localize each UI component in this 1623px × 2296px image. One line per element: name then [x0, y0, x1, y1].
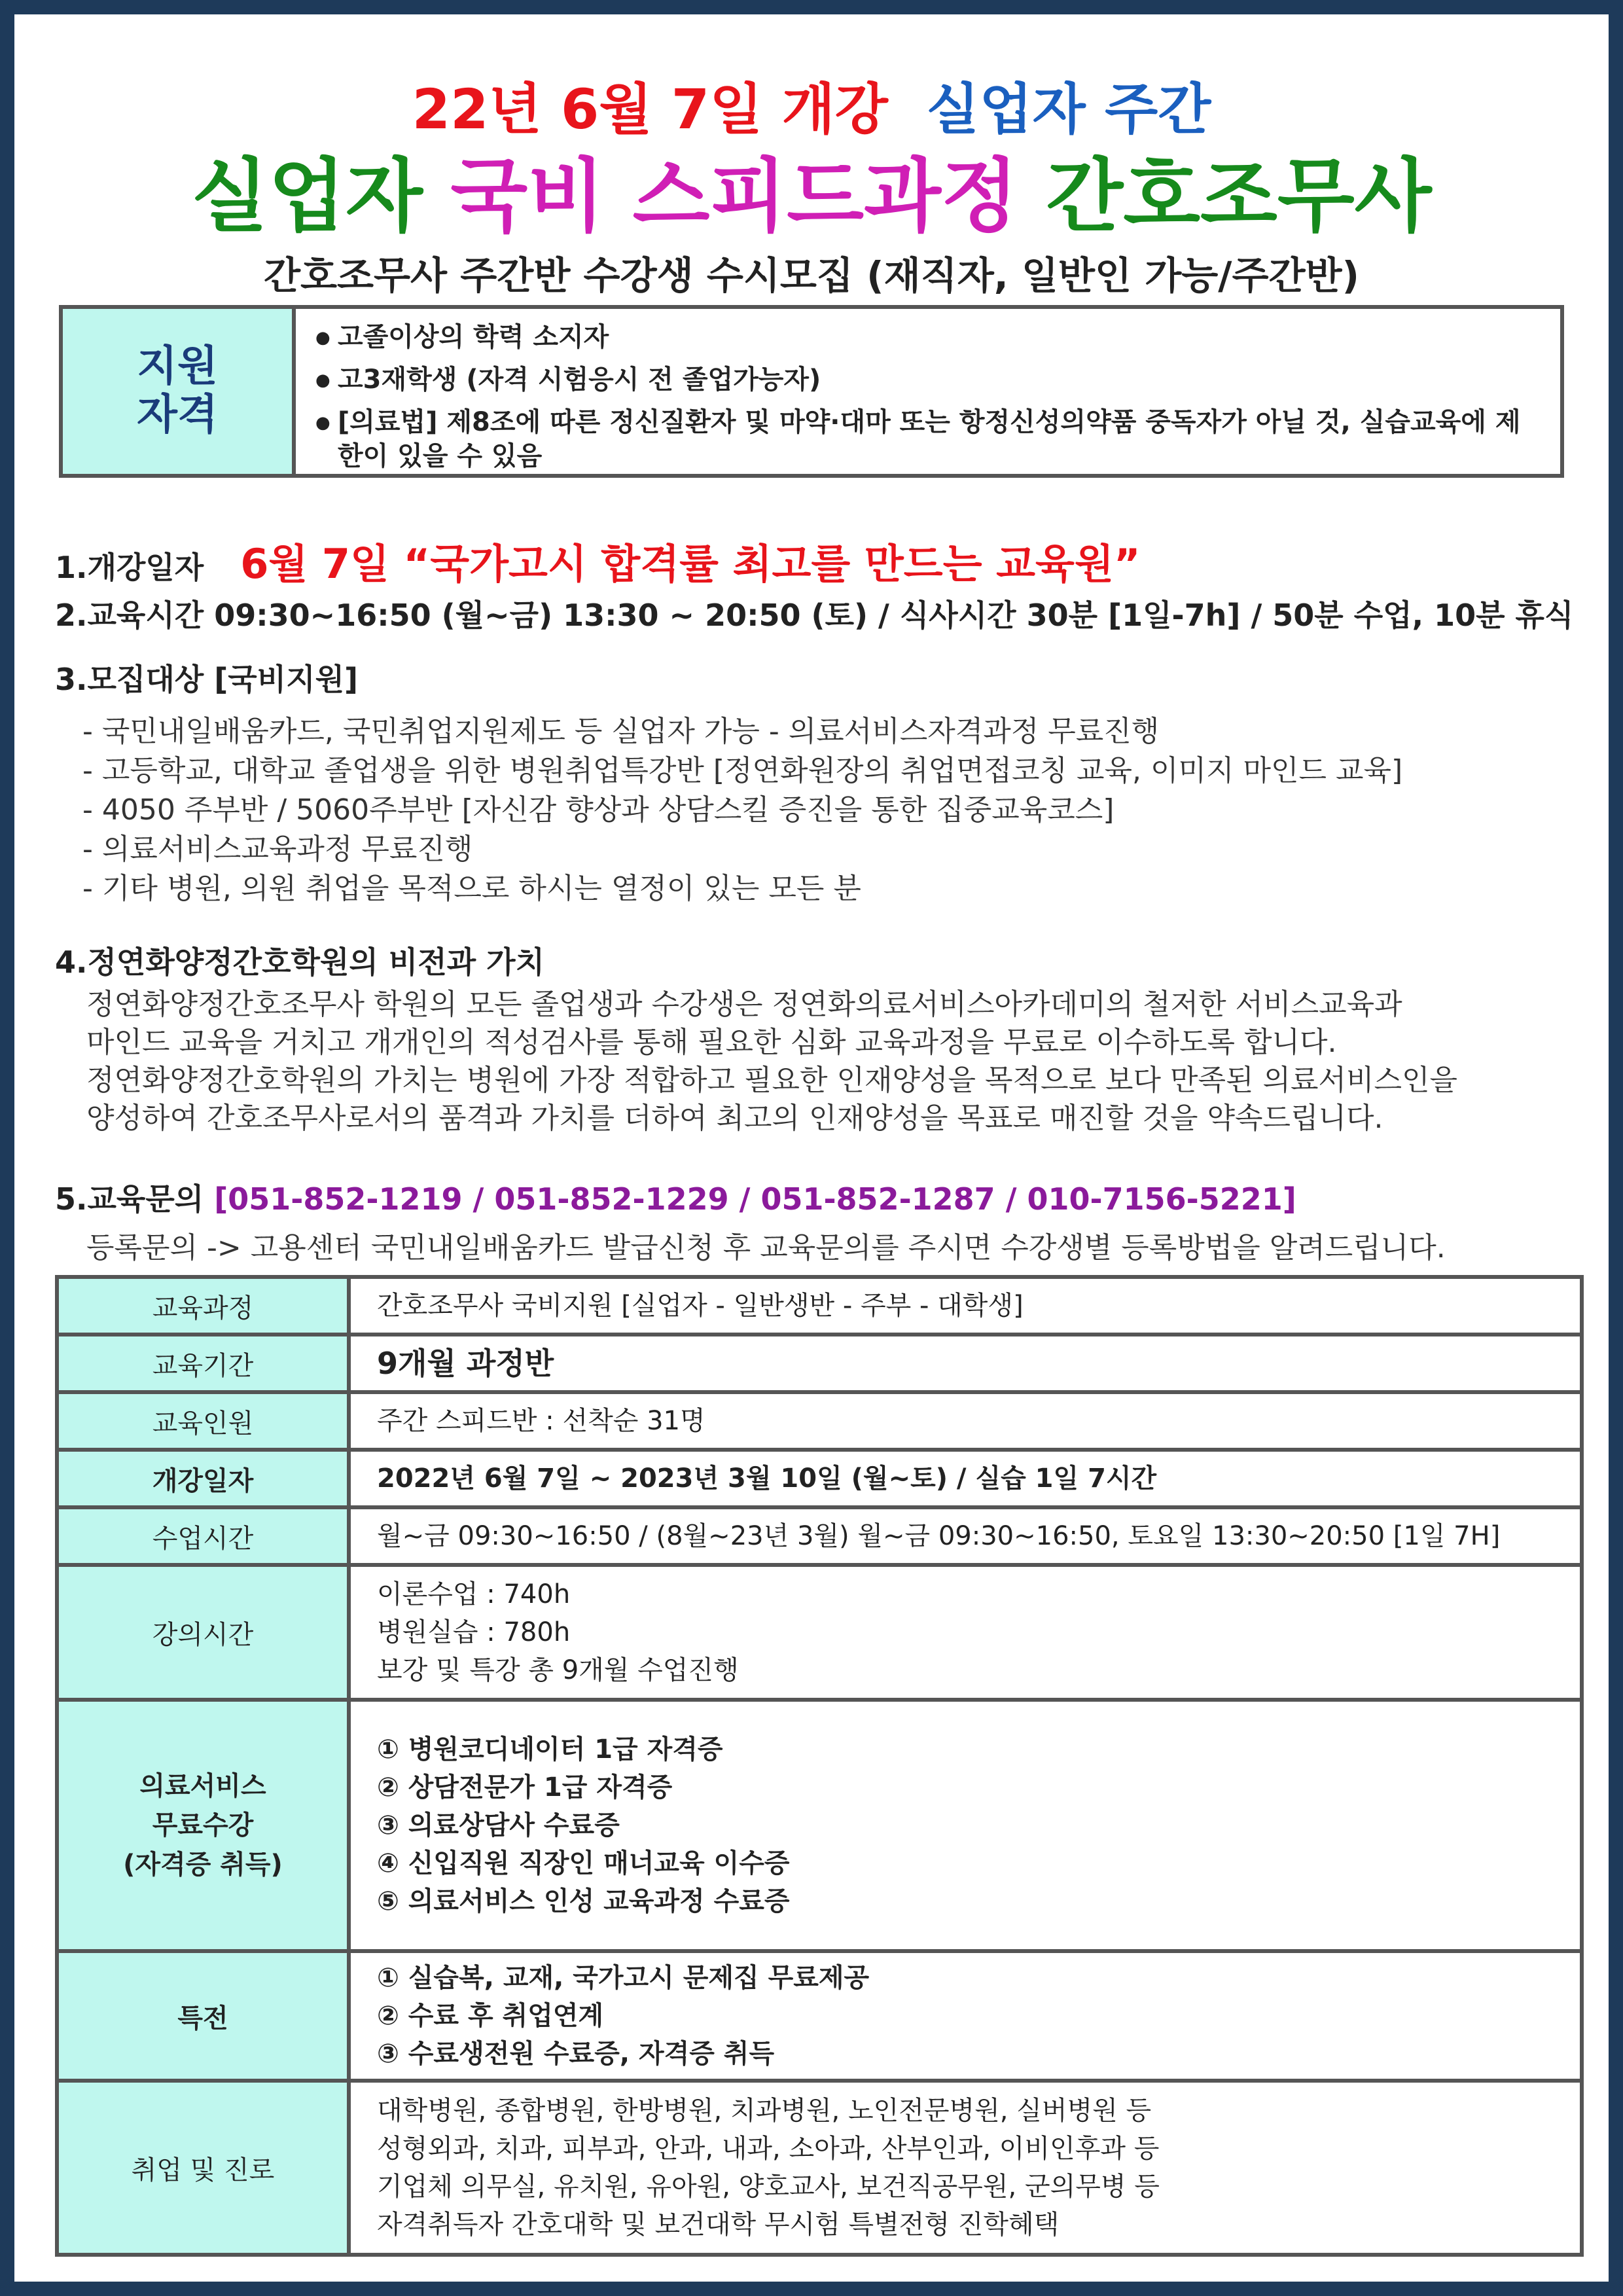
class-time-value: 월~금 09:30~16:50 / (8월~23년 3월) 월~금 09:30~16:50, 토요일 13:30~20:50 [1일 7H] — [349, 1507, 1582, 1565]
section-vision: 4.정연화양정간호학원의 비전과 가치 — [55, 944, 545, 980]
open-date-header: 개강일자 — [57, 1450, 349, 1507]
lecture-hours-value: 이론수업 : 740h 병원실습 : 780h 보강 및 특강 총 9개월 수업진행 — [349, 1565, 1582, 1700]
table-row — [57, 1277, 1582, 1335]
class-time-header: 수업시간 — [57, 1507, 349, 1565]
period-header: 교육기간 — [57, 1335, 349, 1392]
people-header: 교육인원 — [57, 1392, 349, 1450]
eligibility-heading: 지원 자격 — [63, 309, 296, 474]
medical-service-value: ① 병원코디네이터 1급 자격증 ② 상담전문가 1급 자격증 ③ 의료상담사 수료증 ④ 신입직원 직장인 매너교육 이수증 ⑤ 의료서비스 인성 교육과정 수료증 — [349, 1700, 1582, 1951]
section-opening-date: 1.개강일자 6월 7일 “국가고시 합격률 최고를 만드는 교육원” — [55, 540, 1141, 588]
table-row — [57, 1507, 1582, 1565]
table-row — [57, 1450, 1582, 1507]
list-item: - 기타 병원, 의원 취업을 목적으로 하시는 열정이 있는 모든 분 — [82, 872, 861, 905]
table-row — [57, 1392, 1582, 1450]
section-hours: 2.교육시간 09:30~16:50 (월~금) 13:30 ~ 20:50 (토) / 식사시간 30분 [1일-7h] / 50분 수업, 10분 휴식 — [55, 598, 1574, 633]
benefit-value: ① 실습복, 교재, 국가고시 문제집 무료제공 ② 수료 후 취업연계 ③ 수료생전원 수료증, 자격증 취득 — [349, 1951, 1582, 2081]
table-row — [57, 1335, 1582, 1392]
eligibility-list — [296, 309, 1560, 474]
table-row — [57, 2081, 1582, 2255]
vision-text: 정연화양정간호조무사 학원의 모든 졸업생과 수강생은 정연화의료서비스아카데미의 철저한 서비스교육과 마인드 교육을 거치고 개개인의 적성검사를 통해 필요한 심화 교육과정을 무료로 이수하도록 합니다. 정연화양정간호학원의 가치는 병원에 가장 적합하고 필요한 인재양성을 목적으로 보다 만족된 의료서비스인을 양성하여 간호조무사로서의 품격과 가치를 더하여 최고의 인재양성을 목표로 매진할 것을 약속드립니다. — [86, 988, 1458, 1135]
career-value: 대학병원, 종합병원, 한방병원, 치과병원, 노인전문병원, 실버병원 등 성형외과, 치과, 피부과, 안과, 내과, 소아과, 산부인과, 이비인후과 등 기업체 의무실, 유치원, 유아원, 양호교사, 보건직공무원, 군의무병 등 자격취득자 간호대학 및 보건대학 무시험 특별전형 진학혜택 — [349, 2081, 1582, 2255]
table-row — [57, 1951, 1582, 2081]
table-row — [57, 1565, 1582, 1700]
target-list — [82, 712, 1402, 908]
course-value: 간호조무사 국비지원 [실업자 - 일반생반 - 주부 - 대학생] — [349, 1277, 1582, 1335]
lecture-hours-header: 강의시간 — [57, 1565, 349, 1700]
list-item: ● 고졸이상의 학력 소지자 — [315, 321, 1541, 354]
list-item: - 국민내일배움카드, 국민취업지원제도 등 실업자 가능 - 의료서비스자격과정 무료진행 — [82, 715, 1160, 748]
list-item: - 고등학교, 대학교 졸업생을 위한 병원취업특강반 [정연화원장의 취업면접코칭 교육, 이미지 마인드 교육] — [82, 754, 1403, 787]
list-item: - 의료서비스교육과정 무료진행 — [82, 833, 473, 866]
headline-date: 22년 6월 7일 개강 실업자 주간 — [412, 77, 1211, 141]
medical-service-header: 의료서비스 무료수강 (자격증 취득) — [57, 1700, 349, 1951]
section-contact: 5.교육문의 [051-852-1219 / 051-852-1229 / 051-852-1287 / 010-7156-5221] — [55, 1181, 1296, 1217]
headline-sub: 간호조무사 주간반 수강생 수시모집 (재직자, 일반인 가능/주간반) — [263, 253, 1360, 298]
open-date-value: 2022년 6월 7일 ~ 2023년 3월 10일 (월~토) / 실습 1일 7시간 — [349, 1450, 1582, 1507]
career-header: 취업 및 진로 — [57, 2081, 349, 2255]
course-info-table — [55, 1275, 1584, 2257]
benefit-header: 특전 — [57, 1951, 349, 2081]
period-value: 9개월 과정반 — [349, 1335, 1582, 1392]
course-header: 교육과정 — [57, 1277, 349, 1335]
eligibility-box — [59, 305, 1564, 478]
list-item: ● [의료법] 제8조에 따른 정신질환자 및 마약·대마 또는 항정신성의약품 중독자가 아닐 것, 실습교육에 제한이 있을 수 있음 — [315, 406, 1541, 473]
people-value: 주간 스피드반 : 선착순 31명 — [349, 1392, 1582, 1450]
headline-course: 실업자 국비 스피드과정 간호조무사 — [191, 150, 1432, 243]
flyer-page — [14, 14, 1609, 2282]
section-target: 3.모집대상 [국비지원] — [55, 662, 359, 697]
list-item: - 4050 주부반 / 5060주부반 [자신감 향상과 상담스킬 증진을 통한 집중교육코스] — [82, 793, 1115, 827]
list-item: ● 고3재학생 (자격 시험응시 전 졸업가능자) — [315, 363, 1541, 397]
table-row — [57, 1700, 1582, 1951]
contact-note: 등록문의 -> 고용센터 국민내일배움카드 발급신청 후 교육문의를 주시면 수강생별 등록방법을 알려드립니다. — [86, 1231, 1446, 1265]
contact-phones: [051-852-1219 / 051-852-1229 / 051-852-1287 / 010-7156-5221] — [214, 1181, 1296, 1217]
